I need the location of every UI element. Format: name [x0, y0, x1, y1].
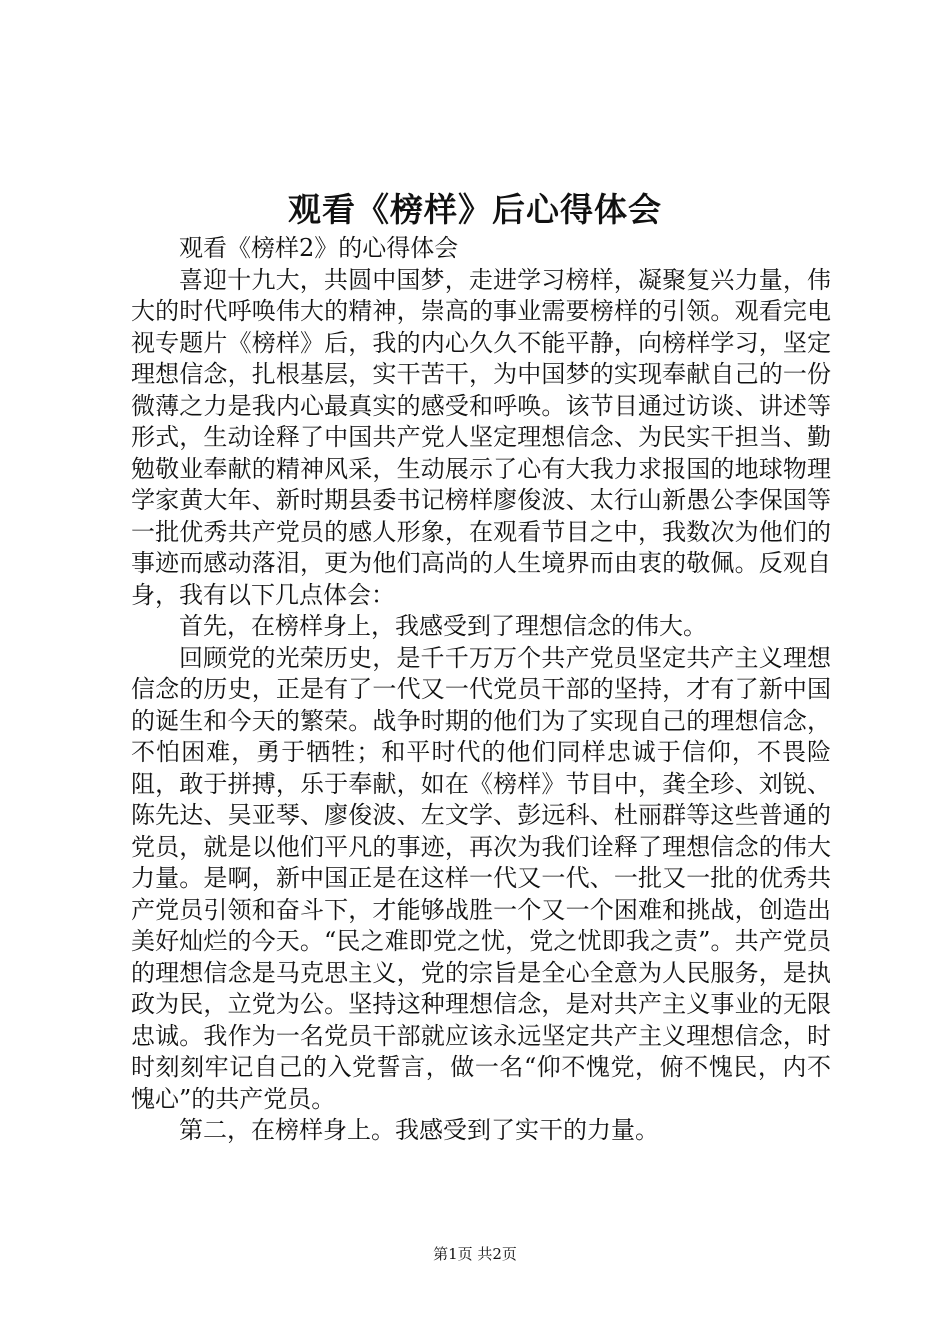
paragraph-intro: 喜迎十九大，共圆中国梦，走进学习榜样，凝聚复兴力量，伟大的时代呼唤伟大的精神，崇高的事业需要榜样的引领。观看完电视专题片《榜样》后，我的内心久久不能平静，向榜样学习，坚定理想信念，扎根基层，实干苦干，为中国梦的实现奉献自己的一份微薄之力是我内心最真实的感受和呼唤。该节目通过访谈、讲述等形式，生动诠释了中国共产党人坚定理想信念、为民实干担当、勤勉敬业奉献的精神风采，生动展示了心有大我力求报国的地球物理学家黄大年、新时期县委书记榜样廖俊波、太行山新愚公李保国等一批优秀共产党员的感人形象，在观看节目之中，我数次为他们的事迹而感动落泪，更为他们高尚的人生境界而由衷的敬佩。反观自身，我有以下几点体会： — [131, 265, 831, 609]
paragraph-second-point: 第二，在榜样身上。我感受到了实干的力量。 — [179, 1116, 659, 1144]
document-body — [131, 233, 831, 1147]
paragraph-first-point: 首先，在榜样身上，我感受到了理想信念的伟大。 — [179, 612, 707, 640]
document-title: 观看《榜样》后心得体会 — [288, 190, 662, 229]
paragraph-subtitle: 观看《榜样2》的心得体会 — [179, 234, 459, 262]
paragraph-history: 回顾党的光荣历史，是千千万万个共产党员坚定共产主义理想信念的历史，正是有了一代又一代党员干部的坚持，才有了新中国的诞生和今天的繁荣。战争时期的他们为了实现自己的理想信念，不怕困难，勇于牺牲；和平时代的他们同样忠诚于信仰，不畏险阻，敢于拼搏，乐于奉献，如在《榜样》节目中，龚全珍、刘锐、陈先达、吴亚琴、廖俊波、左文学、彭远科、杜丽群等这些普通的党员，就是以他们平凡的事迹，再次为我们诠释了理想信念的伟大力量。是啊，新中国正是在这样一代又一代、一批又一批的优秀共产党员引领和奋斗下，才能够战胜一个又一个困难和挑战，创造出美好灿烂的今天。“民之难即党之忧，党之忧即我之责”。共产党员的理想信念是马克思主义，党的宗旨是全心全意为人民服务，是执政为民，立党为公。坚持这种理想信念，是对共产主义事业的无限忠诚。我作为一名党员干部就应该永远坚定共产主义理想信念，时时刻刻牢记自己的入党誓言，做一名“仰不愧党，俯不愧民，内不愧心”的共产党员。 — [131, 643, 831, 1113]
page-footer: 第1页 共2页 — [433, 1245, 517, 1263]
